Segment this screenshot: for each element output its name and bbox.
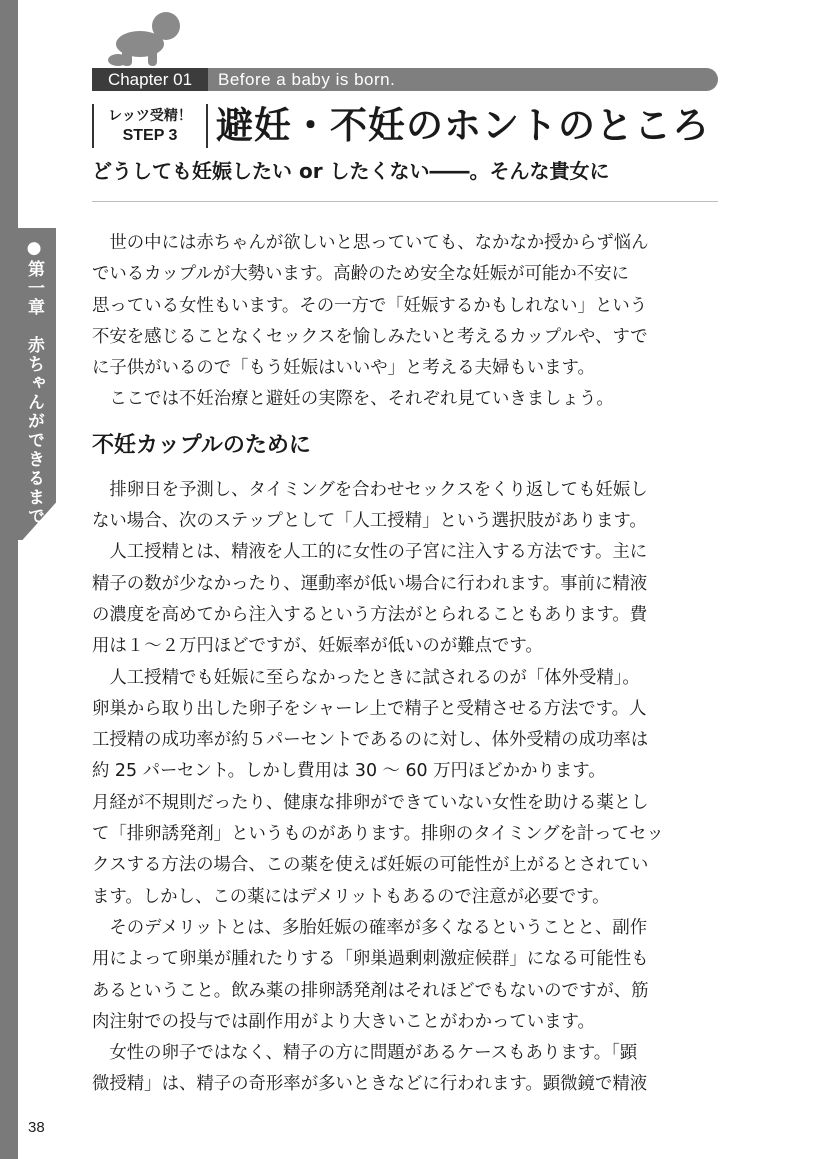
step-badge-number: STEP 3 bbox=[122, 127, 178, 144]
article-body bbox=[92, 228, 718, 1101]
divider bbox=[92, 201, 718, 202]
paragraph-line: そのデメリットとは、多胎妊娠の確率が多くなるということと、副作 bbox=[92, 917, 648, 938]
paragraph-line: 約 25 パーセント。しかし費用は 30 ～ 60 万円ほどかかります。 bbox=[92, 761, 606, 782]
chapter-title: Before a baby is born. bbox=[218, 70, 396, 89]
paragraph-line: 用によって卵巣が腫れたりする「卵巣過剰刺激症候群」になる可能性も bbox=[92, 949, 649, 970]
page-number: 38 bbox=[28, 1119, 45, 1136]
side-edge-bar bbox=[0, 0, 18, 1159]
paragraph-line: ます。しかし、この薬にはデメリットもあるので注意が必要です。 bbox=[92, 886, 610, 907]
crawling-baby-icon bbox=[108, 10, 186, 68]
paragraph-line: クスする方法の場合、この薬を使えば妊娠の可能性が上がるとされてい bbox=[92, 855, 649, 876]
paragraph-line: 思っている女性もいます。その一方で「妊娠するかもしれない」という bbox=[92, 295, 648, 316]
paragraph-line: に子供がいるので「もう妊娠はいいや」と考える夫婦もいます。 bbox=[92, 358, 595, 379]
paragraph-line: あるということ。飲み薬の排卵誘発剤はそれほどでもないのですが、筋 bbox=[92, 980, 649, 1001]
paragraph-line: ここでは不妊治療と避妊の実際を、それぞれ見ていきましょう。 bbox=[92, 389, 614, 410]
paragraph-line: 不安を感じることなくセックスを愉しみたいと考えるカップルや、すで bbox=[92, 326, 648, 347]
paragraph-line: 卵巣から取り出した卵子をシャーレ上で精子と受精させる方法です。人 bbox=[92, 698, 647, 719]
paragraph-line: 人工授精でも妊娠に至らなかったときに試されるのが「体外受精」。 bbox=[92, 667, 640, 688]
paragraph-line: ない場合、次のステップとして「人工授精」という選択肢があります。 bbox=[92, 511, 647, 532]
step-badge bbox=[92, 104, 208, 148]
chapter-number: Chapter 01 bbox=[92, 68, 208, 91]
section-heading: 不妊カップルのために bbox=[92, 432, 311, 458]
paragraph-line: 排卵日を予測し、タイミングを合わせセックスをくり返しても妊娠し bbox=[92, 479, 648, 500]
paragraph-line: 精子の数が少なかったり、運動率が低い場合に行われます。事前に精液 bbox=[92, 573, 648, 594]
step-badge-label: レッツ受精！ bbox=[108, 108, 192, 124]
paragraph-line: 月経が不規則だったり、健康な排卵ができていない女性を助ける薬とし bbox=[92, 792, 649, 813]
paragraph-line: 人工授精とは、精液を人工的に女性の子宮に注入する方法です。主に bbox=[92, 542, 648, 563]
paragraph-line: 用は１～２万円ほどですが、妊娠率が低いのが難点です。 bbox=[92, 636, 543, 657]
paragraph-line: の濃度を高めてから注入するという方法がとられることもあります。費 bbox=[92, 604, 648, 625]
paragraph-line: 微授精」は、精子の奇形率が多いときなどに行われます。顕微鏡で精液 bbox=[92, 1074, 648, 1095]
page-title: 避妊・不妊のホントのところ bbox=[216, 104, 710, 147]
paragraph-line: 世の中には赤ちゃんが欲しいと思っていても、なかなか授からず悩ん bbox=[92, 233, 649, 253]
paragraph-line: 工授精の成功率が約５パーセントであるのに対し、体外受精の成功率は bbox=[92, 730, 649, 751]
paragraph-line: 肉注射での投与では副作用がより大きいことがわかっています。 bbox=[92, 1011, 595, 1032]
page-subtitle: どうしても妊娠したい or したくない――。そんな貴女に bbox=[92, 159, 610, 183]
paragraph-line: 女性の卵子ではなく、精子の方に問題があるケースもあります。「顕 bbox=[92, 1043, 638, 1064]
side-tab-label: ●第一章 赤ちゃんができるまで bbox=[24, 238, 44, 526]
paragraph-line: でいるカップルが大勢います。高齢のため安全な妊娠が可能か不安に bbox=[92, 264, 629, 285]
paragraph-line: て「排卵誘発剤」というものがあります。排卵のタイミングを計ってセッ bbox=[92, 824, 664, 845]
